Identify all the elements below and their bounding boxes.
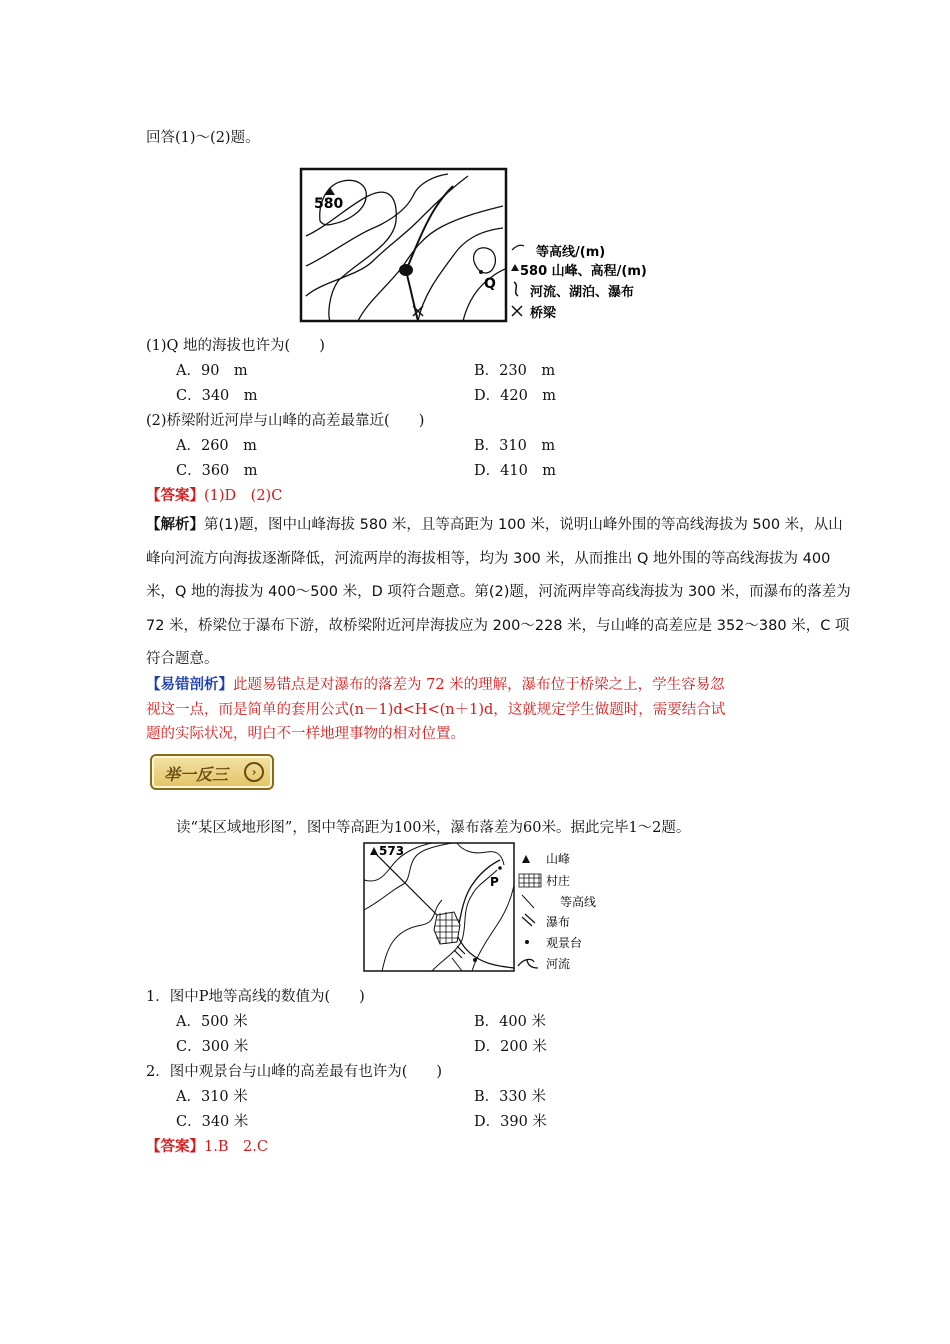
contour-legend-icon — [512, 245, 524, 250]
answer-2-text: 1.B 2.C — [204, 1139, 268, 1155]
analysis-line-4: 72 米，桥梁位于瀑布下游，故桥梁附近河岸海拔应为 200～228 米，与山峰的高差应是 352～380 米，C 项 — [146, 617, 850, 634]
intro-text: 回答(1)～(2)题。 — [146, 130, 260, 146]
answer-1-text: (1)D (2)C — [204, 488, 283, 504]
q1-option-d: D．420 m — [474, 388, 557, 404]
q2-option-d: D．410 m — [474, 463, 557, 479]
badge-label: 举一反三 — [164, 765, 229, 784]
q4-option-a: A．310 米 — [176, 1089, 248, 1105]
question-1-stem: (1)Q 地的海拔也许为( ) — [146, 338, 325, 354]
map1-legend-river: 河流、湖泊、瀑布 — [530, 285, 635, 300]
question-2-stem: (2)桥梁附近河岸与山峰的高差最靠近( ) — [146, 413, 425, 429]
village-legend-icon — [519, 874, 541, 887]
contour-legend-icon — [522, 895, 534, 908]
map2-legend-waterfall: 瀑布 — [546, 915, 571, 929]
q3-option-d: D．200 米 — [474, 1039, 547, 1055]
error-analysis-block — [146, 673, 826, 747]
map1-point-q: Q — [484, 276, 496, 292]
answer-1-tag: 【答案】 — [146, 487, 204, 504]
question-4-stem: 2．图中观景台与山峰的高差最有也许为( ) — [146, 1064, 443, 1080]
error-analysis-line-1: 此题易错点是对瀑布的落差为 72 米的理解，瀑布位于桥梁之上，学生容易忽 — [233, 677, 725, 693]
topographic-map-1 — [298, 166, 658, 326]
arrow-circle-icon: › — [244, 762, 264, 782]
q2-option-a: A．260 m — [176, 438, 257, 454]
map2-point-p: P — [490, 875, 499, 889]
analysis-line-1: 第(1)题，图中山峰海拔 580 米，且等高距为 100 米，说明山峰外围的等高线海拔为 500 米，从山 — [204, 517, 843, 533]
q4-option-d: D．390 米 — [474, 1114, 547, 1130]
section-badge — [150, 754, 274, 790]
q1-option-c: C．340 m — [176, 388, 258, 404]
error-analysis-tag: 【易错剖析】 — [146, 676, 233, 693]
analysis-line-3: 米，Q 地的海拔为 400～500 米，D 项符合题意。第(2)题，河流两岸等高线海拔为 300 米，而瀑布的落差为 — [146, 584, 851, 600]
analysis-block — [146, 509, 918, 677]
map1-legend-bridge: 桥梁 — [530, 306, 557, 321]
answer-2 — [146, 1135, 268, 1156]
map2-legend-viewpoint: 观景台 — [546, 936, 583, 950]
topographic-map-2 — [362, 840, 602, 976]
peak-legend-icon — [522, 855, 530, 863]
q1-option-a: A．90 m — [176, 363, 248, 379]
map2-legend-peak: 山峰 — [546, 852, 571, 866]
error-analysis-line-3: 题的实际状况，明白不一样地理事物的相对位置。 — [146, 726, 465, 742]
peak-legend-icon — [511, 264, 519, 271]
map2-legend-village: 村庄 — [546, 874, 571, 888]
answer-1 — [146, 484, 282, 505]
q2-option-c: C．360 m — [176, 463, 258, 479]
reading-prompt: 读“某区域地形图”，图中等高距为100米，瀑布落差为60米。据此完毕1～2题。 — [176, 820, 691, 836]
analysis-line-5: 符合题意。 — [146, 651, 219, 667]
bridge-legend-icon — [512, 306, 522, 316]
village-grid — [434, 912, 460, 944]
river-legend-icon — [514, 282, 518, 296]
map2-legend-contour: 等高线 — [560, 895, 597, 909]
q3-option-c: C．300 米 — [176, 1039, 249, 1055]
q3-option-b: B．400 米 — [474, 1014, 546, 1030]
error-analysis-line-2: 视这一点，而是简单的套用公式(n－1)d<H<(n＋1)d，这就规定学生做题时，需要结合试 — [146, 701, 726, 718]
q1-option-b: B．230 m — [474, 363, 556, 379]
q2-option-b: B．310 m — [474, 438, 556, 454]
analysis-tag: 【解析】 — [146, 517, 204, 533]
map2-legend-river: 河流 — [546, 957, 571, 971]
map1-legend-peak: 580 山峰、高程/(m) — [520, 264, 647, 279]
analysis-line-2: 峰向河流方向海拔逐渐降低，河流两岸的海拔相等，均为 300 米，从而推出 Q 地外围的等高线海拔为 400 — [146, 550, 831, 567]
question-3-stem: 1．图中P地等高线的数值为( ) — [146, 989, 365, 1005]
q4-option-b: B．330 米 — [474, 1089, 546, 1105]
q3-option-a: A．500 米 — [176, 1014, 248, 1030]
map1-peak-label: 580 — [314, 196, 344, 212]
waterfall-legend-icon — [522, 914, 535, 926]
map1-legend-contour: 等高线/(m) — [536, 245, 606, 260]
viewpoint-legend-icon — [525, 940, 529, 944]
river-legend-icon — [518, 959, 538, 968]
q4-option-c: C．340 米 — [176, 1114, 249, 1130]
map2-peak-label: 573 — [379, 844, 405, 858]
answer-2-tag: 【答案】 — [146, 1138, 204, 1155]
